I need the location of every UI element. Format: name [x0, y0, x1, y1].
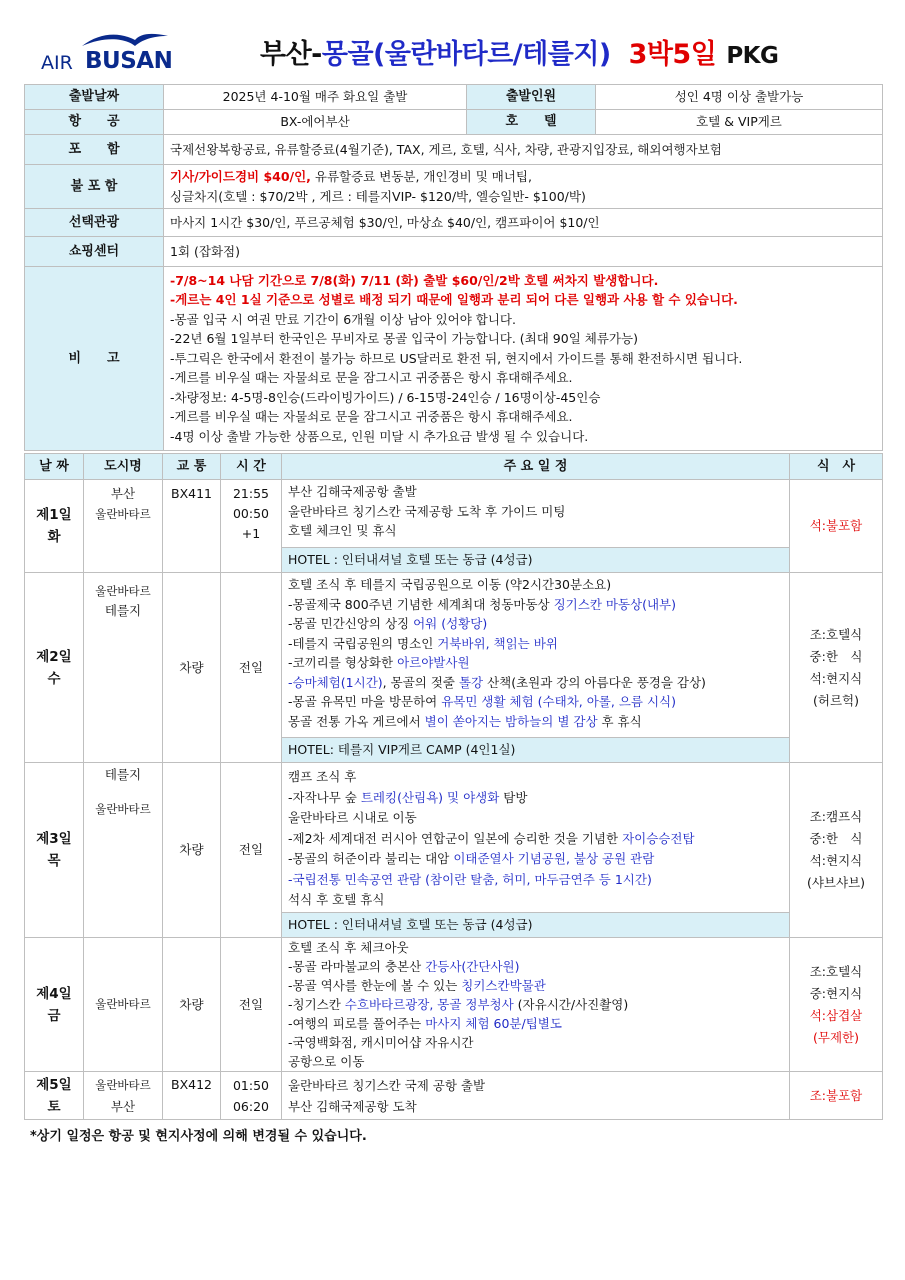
airline-label: 항 공: [25, 110, 164, 135]
day2-transport: 차량: [163, 573, 221, 763]
day2-city: [84, 573, 163, 763]
day4-transport: 차량: [163, 938, 221, 1072]
day5-city: [84, 1072, 163, 1120]
itinerary-line: -칭기스칸 수흐바타르광장, 몽골 정부청사 (자유시간/사진촬영): [288, 997, 629, 1012]
day1-time-plus: +1: [241, 526, 261, 541]
day1-time: [221, 480, 282, 573]
depart-pax-value: 성인 4명 이상 출발가능: [596, 85, 883, 110]
day5-weekday: 토: [47, 1098, 61, 1115]
depart-date-value: 2025년 4-10월 매주 화요일 출발: [164, 85, 467, 110]
itinerary-line: 호텔 조식 후 테를지 국립공원으로 이동 (약2시간30분소요): [288, 577, 612, 592]
itinerary-line: -몽골 유목민 마을 방문하여 유목민 생활 체험 (수태차, 아롤, 으름 시식): [288, 694, 676, 709]
day4-weekday: 금: [47, 1007, 61, 1024]
day3-lunch: 중:한 식: [809, 831, 863, 846]
logo-busan-text: BUSAN: [85, 48, 173, 74]
exclude-value: [164, 165, 883, 209]
day4-city: 울란바타르: [84, 938, 163, 1072]
include-value: 국제선왕복항공료, 유류할증료(4월기준), TAX, 게르, 호텔, 식사, 차량, 관광지입장료, 해외여행자보험: [164, 135, 883, 165]
day2-breakfast: 조:호텔식: [809, 626, 863, 642]
day1-city1: 부산: [110, 486, 136, 501]
day1-number: 제1일: [36, 507, 72, 523]
day2-city2: 테를지: [104, 603, 142, 618]
itinerary-line: 석식 후 호텔 휴식: [288, 892, 385, 907]
day2-meal: [790, 573, 883, 763]
col-itinerary-header: 주 요 일 정: [282, 454, 790, 480]
optional-value: 마사지 1시간 $30/인, 푸르공체험 $30/인, 마상쇼 $40/인, 캠프파이어 $10/인: [164, 209, 883, 237]
optional-label: 선택관광: [25, 209, 164, 237]
day3-itinerary: [282, 763, 790, 913]
day2-label: [25, 573, 84, 763]
day1-weekday: 화: [47, 529, 61, 545]
day3-weekday: 목: [47, 853, 61, 869]
day1-time-depart: 21:55: [232, 486, 270, 501]
itinerary-line: 호텔 조식 후 체크아웃: [288, 940, 409, 955]
itinerary-line: -몽골 역사를 한눈에 볼 수 있는 칭키스칸박물관: [288, 978, 546, 993]
airline-value: BX-에어부산: [164, 110, 467, 135]
page-title: [260, 32, 778, 71]
itinerary-line: -몽골 라마불교의 충본산 간등사(간단사원): [288, 959, 520, 974]
title-duration: 3박5일: [628, 39, 717, 70]
day4-dinner-note: (무제한): [813, 1029, 859, 1045]
hotel-label: 호 텔: [467, 110, 596, 135]
itinerary-line: 울란바타르 칭기스칸 국제공항 도착 후 가이드 미팅: [288, 503, 566, 519]
day4-number: 제4일: [36, 985, 72, 1002]
remark-line: -게르를 비우실 때는 자물쇠로 문을 잠그시고 귀중품은 항시 휴대해주세요.: [170, 370, 573, 386]
col-day-header: 날 짜: [25, 454, 84, 480]
day4-row: [25, 938, 883, 1072]
day4-lunch: 중:현지식: [809, 985, 863, 1001]
day5-city2: 부산: [110, 1098, 136, 1114]
schedule-table: [24, 453, 883, 1120]
day3-transport: 차량: [163, 763, 221, 938]
day3-hotel: HOTEL : 인터내셔널 호텔 또는 동급 (4성급): [282, 913, 790, 938]
day2-hotel: HOTEL: 테를지 VIP게르 CAMP (4인1실): [282, 738, 790, 763]
info-table: [24, 84, 883, 451]
itinerary-line: -여행의 피로를 풀어주는 마사지 체험 60분/팁별도: [288, 1016, 562, 1031]
day4-meal: [790, 938, 883, 1072]
day1-row: [25, 480, 883, 548]
day4-itinerary: [282, 938, 790, 1072]
day5-label: [25, 1072, 84, 1120]
itinerary-line: -코끼리를 형상화한 아르야발사원: [288, 655, 470, 670]
day5-time-depart: 01:50: [232, 1077, 270, 1093]
header: [0, 0, 905, 84]
day1-city: [84, 480, 163, 573]
remark-line: -몽골 입국 시 여권 만료 기간이 6개월 이상 남아 있어야 합니다.: [170, 311, 516, 327]
exclude-guide-fee: 기사/가이드경비 $40/인,: [170, 169, 311, 184]
day1-meal: 석:불포함: [790, 480, 883, 573]
itinerary-line: 캠프 조식 후: [288, 769, 357, 784]
day5-number: 제5일: [36, 1076, 72, 1093]
day5-time-arrive: 06:20: [232, 1098, 270, 1114]
itinerary-line: -국영백화점, 캐시미어샵 자유시간: [288, 1035, 474, 1050]
remarks-label: 비 고: [25, 267, 164, 451]
title-origin: 부산-: [260, 39, 322, 70]
day3-number: 제3일: [36, 831, 72, 847]
day5-meal: 조:불포함: [790, 1072, 883, 1120]
title-destination: 몽골(울란바타르/테를지): [321, 39, 611, 70]
day4-time: 전일: [221, 938, 282, 1072]
remarks-value: [164, 267, 883, 451]
bird-icon: [80, 30, 170, 50]
day3-row: [25, 763, 883, 913]
itinerary-line: -국립전통 민속공연 관람 (참이란 탈춤, 허미, 마두금연주 등 1시간): [288, 871, 652, 887]
day4-dinner: 석:삼겹살: [809, 1007, 863, 1023]
hotel-value: 호텔 & VIP게르: [596, 110, 883, 135]
info-row-optional: [25, 209, 883, 237]
exclude-single-charge: 싱글차지(호텔 : $70/2박 , 게르 : 테를지VIP- $120/박, 엘승일반- $100/박): [170, 188, 586, 204]
schedule-header-row: [25, 454, 883, 480]
day1-transport: BX411: [163, 480, 221, 573]
exclude-rest: 유류할증료 변동분, 개인경비 및 매너팁,: [310, 169, 532, 184]
day3-label: [25, 763, 84, 938]
day4-label: [25, 938, 84, 1072]
day1-city2: 울란바타르: [95, 507, 151, 521]
info-row-include: [25, 135, 883, 165]
itinerary-line: 몽골 전통 가옥 게르에서 별이 쏟아지는 밤하늘의 별 감상 후 휴식: [288, 713, 642, 729]
col-transport-header: 교 통: [163, 454, 221, 480]
day2-lunch: 중:한 식: [809, 648, 863, 664]
day2-time: 전일: [221, 573, 282, 763]
info-row-depart: [25, 85, 883, 110]
remark-line: -게르를 비우실 때는 자물쇠로 문을 잠그시고 귀중품은 항시 휴대해주세요.: [170, 409, 573, 425]
day1-hotel: HOTEL : 인터내셔널 호텔 또는 동급 (4성급): [282, 548, 790, 573]
col-city-header: 도시명: [84, 454, 163, 480]
day2-weekday: 수: [47, 670, 61, 687]
title-pkg: PKG: [726, 43, 779, 69]
depart-date-label: 출발날짜: [25, 85, 164, 110]
remark-line: -22년 6월 1일부터 한국인은 무비자로 몽골 입국이 가능합니다. (최대 90일 체류가능): [170, 331, 638, 347]
day5-itinerary: [282, 1072, 790, 1120]
day2-number: 제2일: [36, 648, 72, 665]
day3-breakfast: 조:캠프식: [809, 809, 863, 824]
day5-transport: BX412: [163, 1072, 221, 1120]
day5-time: [221, 1072, 282, 1120]
shopping-value: 1회 (잡화점): [164, 237, 883, 267]
remark-line: -투그릭은 한국에서 환전이 불가능 하므로 US달러로 환전 뒤, 현지에서 가이드를 통해 환전하시면 됩니다.: [170, 350, 743, 366]
remark-red-line: -게르는 4인 1실 기준으로 성별로 배정 되기 때문에 일행과 분리 되어 다른 일행과 사용 할 수 있습니다.: [170, 292, 738, 308]
day2-city1: 울란바타르: [95, 584, 151, 598]
include-label: 포 함: [25, 135, 164, 165]
itinerary-line: 부산 김해국제공항 도착: [288, 1098, 417, 1114]
col-meal-header: 식 사: [790, 454, 883, 480]
day3-city: [84, 763, 163, 938]
remark-red-line: -7/8~14 나담 기간으로 7/8(화) 7/11 (화) 출발 $60/인/2박 호텔 써차지 발생합니다.: [170, 272, 659, 288]
day2-itinerary: [282, 573, 790, 738]
col-time-header: 시 간: [221, 454, 282, 480]
info-row-airline: [25, 110, 883, 135]
day3-city2: 울란바타르: [95, 802, 151, 816]
itinerary-line: 부산 김해국제공항 출발: [288, 484, 417, 499]
day4-breakfast: 조:호텔식: [809, 963, 863, 979]
depart-pax-label: 출발인원: [467, 85, 596, 110]
logo-air-text: AIR: [41, 52, 73, 74]
day5-city1: 울란바타르: [95, 1077, 151, 1092]
exclude-label: 불 포 함: [25, 165, 164, 209]
day3-city1: 테를지: [104, 767, 142, 782]
info-row-exclude: [25, 165, 883, 209]
day2-dinner: 석:현지식: [809, 670, 863, 686]
day5-row: [25, 1072, 883, 1120]
itinerary-line: 울란바타르 시내로 이동: [288, 810, 417, 825]
day1-time-arrive: 00:50: [232, 506, 270, 521]
day3-dinner: 석:현지식: [809, 853, 863, 868]
itinerary-line: -자작나무 숲 트레킹(산림욕) 및 야생화 탐방: [288, 789, 528, 805]
itinerary-line: -승마체험(1시간), 몽골의 젖줄 톨강 산책(초원과 강의 아름다운 풍경을 감상): [288, 674, 706, 690]
day3-time: 전일: [221, 763, 282, 938]
itinerary-line: -몽골 민간신앙의 상징 어워 (성황당): [288, 616, 488, 631]
info-row-remarks: [25, 267, 883, 451]
itinerary-line: 울란바타르 칭기스칸 국제 공항 출발: [288, 1077, 486, 1093]
itinerary-line: -제2차 세계대전 러시아 연합군이 일본에 승리한 것을 기념한 자이승승전탑: [288, 830, 695, 846]
remark-line: -차량정보: 4-5명-8인승(드라이빙가이드) / 6-15명-24인승 / 16명이상-45인승: [170, 389, 601, 405]
day1-label: [25, 480, 84, 573]
itinerary-line: 호텔 체크인 및 휴식: [288, 523, 397, 538]
itinerary-line: 공항으로 이동: [288, 1054, 365, 1069]
day3-dinner-note: (샤브샤브): [806, 875, 866, 890]
itinerary-line: -몽골제국 800주년 기념한 세계최대 청동마동상 징기스칸 마동상(내부): [288, 596, 676, 612]
day1-itinerary: [282, 480, 790, 548]
air-busan-logo: [40, 30, 173, 74]
shopping-label: 쇼핑센터: [25, 237, 164, 267]
day3-meal: [790, 763, 883, 938]
day2-row: [25, 573, 883, 738]
info-row-shopping: [25, 237, 883, 267]
footnote: *상기 일정은 항공 및 현지사정에 의해 변경될 수 있습니다.: [30, 1129, 367, 1144]
day2-dinner-note: (허르헉): [813, 692, 859, 708]
remark-line: -4명 이상 출발 가능한 상품으로, 인원 미달 시 추가요금 발생 될 수 있습니다.: [170, 428, 589, 444]
itinerary-line: -테를지 국립공원의 명소인 거북바위, 책읽는 바위: [288, 635, 558, 651]
itinerary-line: -몽골의 허준이라 불리는 대암 이태준열사 기념공원, 불상 공원 관람: [288, 851, 655, 866]
